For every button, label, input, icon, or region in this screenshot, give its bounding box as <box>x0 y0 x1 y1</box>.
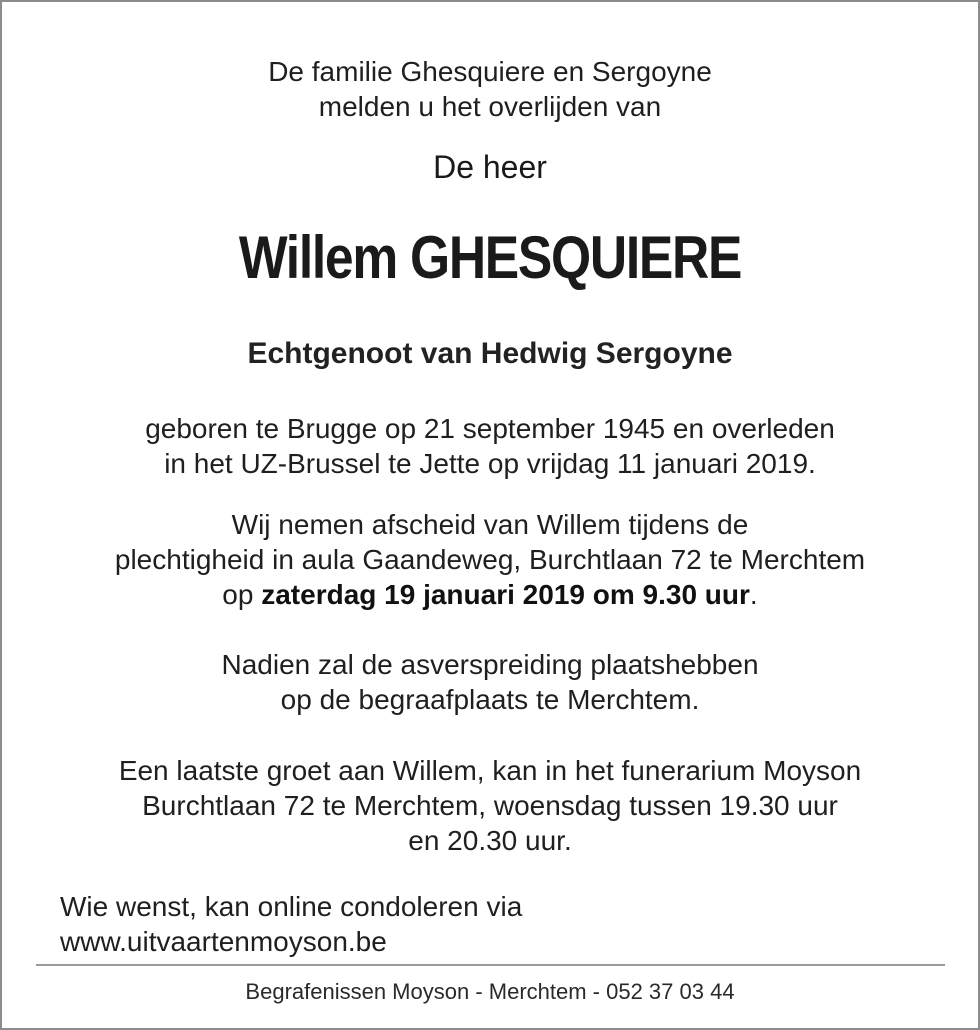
title-prefix: De heer <box>433 149 547 185</box>
service-line-3 <box>0 577 980 612</box>
last-greeting-line-1: Een laatste groet aan Willem, kan in het funerarium Moyson <box>118 755 862 786</box>
service-line-3-prefix: op <box>222 579 262 610</box>
condolences-line-1: Wie wenst, kan online condoleren via <box>60 891 523 922</box>
last-greeting-line-2: Burchtlaan 72 te Merchtem, woensdag tussen 19.30 uur <box>142 790 838 821</box>
intro-text <box>0 54 980 124</box>
afterwards-line-1: Nadien zal de asverspreiding plaatshebben <box>221 649 759 680</box>
last-greeting-text <box>0 753 980 858</box>
condolences-text <box>60 889 522 959</box>
service-text <box>0 507 980 612</box>
deceased-name: Willem GHESQUIERE <box>238 224 742 291</box>
birth-death-line-2: in het UZ-Brussel te Jette op vrijdag 11 januari 2019. <box>164 448 816 479</box>
afterwards-line-2: op de begraafplaats te Merchtem. <box>280 684 700 715</box>
last-greeting-line-3: en 20.30 uur. <box>408 825 572 856</box>
intro-line-2: melden u het overlijden van <box>318 91 662 122</box>
service-line-1: Wij nemen afscheid van Willem tijdens de <box>231 509 749 540</box>
spouse-line: Echtgenoot van Hedwig Sergoyne <box>247 337 733 370</box>
service-date-time: zaterdag 19 januari 2019 om 9.30 uur <box>261 579 750 610</box>
service-line-3-suffix: . <box>749 579 758 610</box>
birth-death-line-1: geboren te Brugge op 21 september 1945 en overleden <box>145 413 835 444</box>
birth-death-text <box>0 411 980 481</box>
footer-text: Begrafenissen Moyson - Merchtem - 052 37 03 44 <box>245 979 735 1004</box>
condolences-url[interactable]: www.uitvaartenmoyson.be <box>60 926 387 957</box>
service-line-2: plechtigheid in aula Gaandeweg, Burchtlaan 72 te Merchtem <box>114 544 866 575</box>
footer-divider <box>36 964 945 966</box>
afterwards-text <box>0 647 980 717</box>
intro-line-1: De familie Ghesquiere en Sergoyne <box>268 56 712 87</box>
